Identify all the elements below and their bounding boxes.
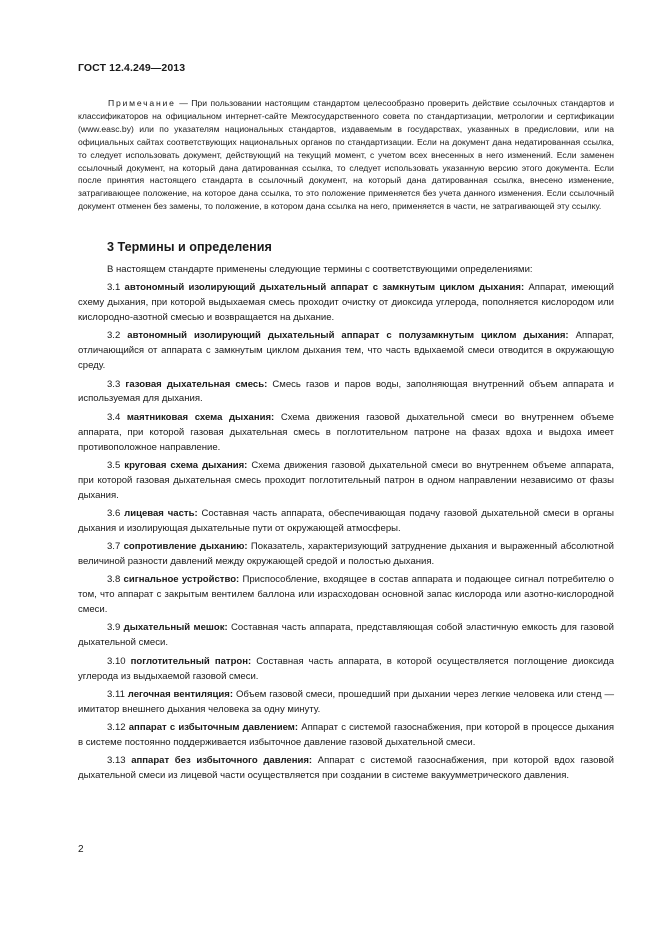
terms-list [78, 281, 614, 784]
term-definition [78, 655, 614, 685]
term-name: газовая дыхательная смесь: [125, 378, 268, 390]
term-definition [78, 540, 614, 570]
term-definition [78, 721, 614, 751]
term-text: Составная часть аппарата, обеспечивающая подачу газовой дыхательной смеси в органы дыхания и изолирующая дыхательные пути от окружающей атмосферы. [78, 507, 614, 534]
term-number: 3.7 [107, 541, 124, 553]
term-definition [78, 754, 614, 784]
term-name: аппарат без избыточного давления: [131, 755, 313, 767]
term-number: 3.1 [107, 282, 125, 294]
term-text: Аппарат с системой газоснабжения, при которой вдох газовой дыхательной смеси из лицевой части осуществляется при создании в системе вакуумметрического давления. [78, 755, 614, 782]
term-number: 3.2 [107, 330, 128, 342]
term-number: 3.6 [107, 507, 125, 519]
term-number: 3.4 [107, 411, 127, 423]
term-definition [78, 621, 614, 651]
term-number: 3.9 [107, 622, 124, 634]
term-name: круговая схема дыхания: [124, 459, 248, 471]
term-definition [78, 507, 614, 537]
term-name: лицевая часть: [124, 507, 198, 519]
term-number: 3.12 [107, 722, 129, 734]
note-text: — При пользовании настоящим стандартом целесообразно проверить действие ссылочных стандартов и классификаторов на официальном интернет-сайте Межгосударственного совета по стандартизации, метрологии и сертификации (www.easc.by) или по указателям национальных стандартов, издаваемым в государствах, указанных в предисловии, или на официальных сайтах соответствующих национальных органов по стандартизации. Если на документ дана недатированная ссылка, то следует использовать документ, действующий на текущий момент, с учетом всех внесенных в него изменений. Если заменен ссылочный документ, на который дана датированная ссылка, то следует использовать указанную версию этого документа. Если после принятия настоящего стандарта в ссылочный документ, на который дана датированная ссылка, внесено изменение, затрагивающее положение, на которое дана ссылка, то это положение применяется без учета данного изменения. Если ссылочный документ отменен без замены, то положение, в котором дана ссылка на него, применяется в части, не затрагивающей эту ссылку. [78, 98, 614, 212]
terms-body [78, 263, 614, 787]
term-number: 3.10 [107, 655, 131, 667]
term-definition [78, 573, 614, 618]
page-number: 2 [78, 844, 84, 855]
term-number: 3.8 [107, 574, 124, 586]
term-definition [78, 281, 614, 326]
term-number: 3.5 [107, 459, 125, 471]
term-definition [78, 459, 614, 504]
term-definition [78, 688, 614, 718]
term-name: легочная вентиляция: [127, 688, 234, 700]
term-name: сигнальное устройство: [123, 574, 240, 586]
term-number: 3.11 [107, 688, 128, 700]
term-text: Схема движения газовой дыхательной смеси во внутреннем объеме аппарата, при которой газовая дыхательная смесь в поглотительном патроне на фазах вдоха и выдоха имеет противоположное направление. [78, 411, 614, 453]
term-text: Объем газовой смеси, прошедший при дыхании через легкие человека или стенд — имитатор внешнего дыхания человека за одну минуту. [78, 688, 615, 715]
term-name: автономный изолирующий дыхательный аппарат с полузамкнутым циклом дыхания: [127, 330, 569, 342]
term-number: 3.13 [107, 755, 132, 767]
term-text: Аппарат, имеющий схему дыхания, при которой выдыхаемая смесь проходит очистку от диоксида углерода, пополняется кислородом или кислородно-азотной смесью и возвращается на дыхание. [78, 282, 614, 324]
term-definition [78, 378, 614, 408]
term-name: маятниковая схема дыхания: [126, 411, 275, 423]
term-name: поглотительный патрон: [130, 655, 252, 667]
term-text: Показатель, характеризующий затруднение дыхания и выраженный абсолютной величиной разности давлений между окружающей средой и полостью дыхания. [78, 541, 614, 568]
term-text: Составная часть аппарата, представляющая собой эластичную емкость для газовой дыхательной смеси. [78, 622, 614, 649]
term-text: Составная часть аппарата, в которой осуществляется поглощение диоксида углерода из выдыхаемой газовой смеси. [78, 655, 615, 682]
section-intro: В настоящем стандарте применены следующие термины с соответствующими определениями: [107, 264, 533, 275]
term-text: Аппарат, отличающийся от аппарата с замкнутым циклом дыхания тем, что часть вдыхаемой смеси отводится в окружающую среду. [78, 330, 614, 372]
note-label: Примечание [108, 98, 176, 108]
section-title: 3 Термины и определения [107, 240, 272, 254]
term-definition [78, 411, 614, 456]
note-paragraph [78, 97, 614, 213]
term-text: Смесь газов и паров воды, заполняющая внутренний объем аппарата и используемая для дыхания. [78, 378, 614, 405]
term-name: дыхательный мешок: [123, 622, 228, 634]
term-name: сопротивление дыханию: [123, 541, 248, 553]
term-text: Схема движения газовой дыхательной смеси во внутреннем объеме аппарата, при которой газовая дыхательная смесь проходит поглотительный патрон в одном направлении независимо от фазы дыхания. [78, 459, 614, 501]
document-header: ГОСТ 12.4.249—2013 [78, 62, 186, 74]
term-definition [78, 329, 614, 374]
term-number: 3.3 [107, 378, 126, 390]
term-name: аппарат с избыточным давлением: [128, 722, 299, 734]
term-text: Приспособление, входящее в состав аппарата и подающее сигнал потребителю о том, что аппарат с закрытым вентилем баллона или израсходован основной запас кислорода или азотно-кислородной смеси. [78, 574, 614, 616]
term-text: Аппарат с системой газоснабжения, при которой в процессе дыхания в системе постоянно поддерживается избыточное давление газовой дыхательной смеси. [78, 722, 614, 748]
term-name: автономный изолирующий дыхательный аппарат с замкнутым циклом дыхания: [124, 282, 525, 294]
